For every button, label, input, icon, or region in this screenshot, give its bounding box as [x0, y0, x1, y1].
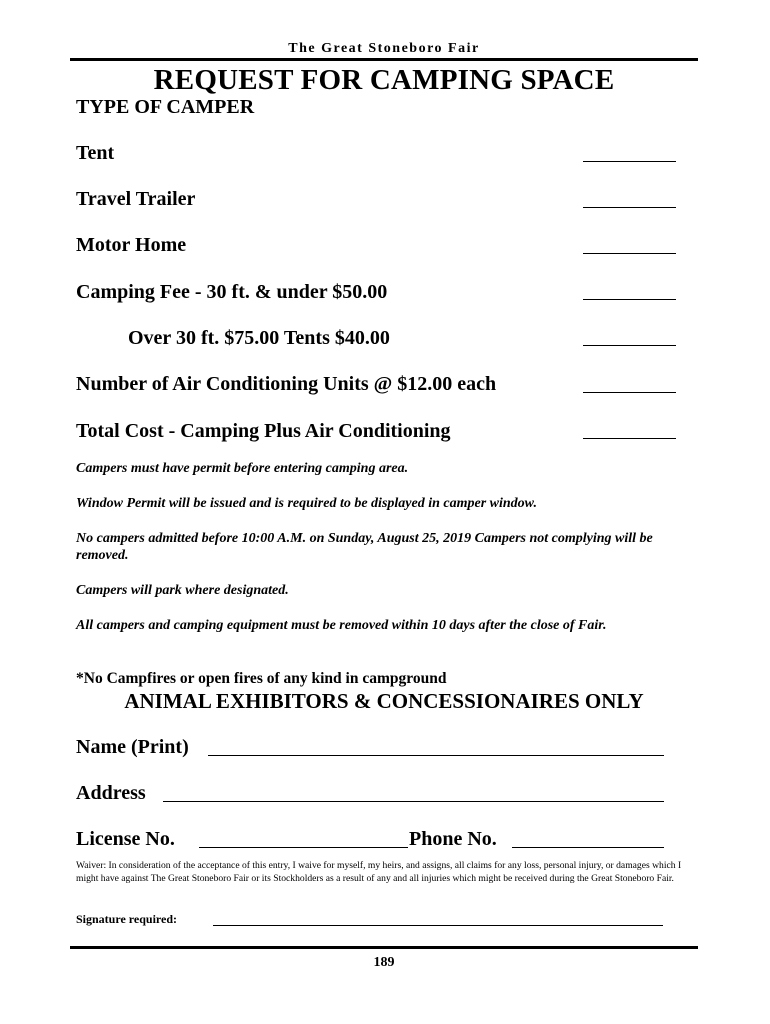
row-over-30ft-label: Over 30 ft. $75.00 Tents $40.00 [128, 327, 390, 349]
row-tent-blank[interactable] [583, 161, 676, 162]
bottom-rule [70, 946, 698, 949]
row-motor-home-label: Motor Home [76, 234, 187, 256]
name-field[interactable] [208, 755, 664, 756]
row-over-30ft-blank[interactable] [583, 345, 676, 346]
section-heading: ANIMAL EXHIBITORS & CONCESSIONAIRES ONLY [124, 689, 644, 713]
license-field[interactable] [199, 847, 408, 848]
signature-field[interactable] [213, 925, 663, 926]
row-travel-trailer-blank[interactable] [583, 207, 676, 208]
address-field[interactable] [163, 801, 664, 802]
phone-field[interactable] [512, 847, 664, 848]
row-motor-home-blank[interactable] [583, 253, 676, 254]
row-tent-label: Tent [76, 142, 115, 164]
name-label: Name (Print) [76, 736, 189, 758]
form-title: REQUEST FOR CAMPING SPACE [153, 64, 615, 96]
waiver-text: Waiver: In consideration of the acceptance of this entry, I waive for myself, my heirs, and assigns, all claims for any loss, personal injury, or damages which I might have against The Great Stoneboro Fair or its Stockholders as a result of any and all injuries which might be received during the Great Stoneboro Fair. [76, 860, 682, 884]
header-fair-name: The Great Stoneboro Fair [288, 41, 480, 56]
note-permit: Campers must have permit before entering camping area. [76, 461, 409, 476]
license-label: License No. [76, 828, 175, 850]
signature-label: Signature required: [76, 912, 178, 926]
row-camping-fee-label: Camping Fee - 30 ft. & under $50.00 [76, 281, 388, 303]
note-admission-time: No campers admitted before 10:00 A.M. on Sunday, August 25, 2019 Campers not complying will be removed. [76, 531, 653, 563]
note-window-permit: Window Permit will be issued and is required to be displayed in camper window. [76, 496, 537, 511]
row-camping-fee-blank[interactable] [583, 299, 676, 300]
type-of-camper-heading: TYPE OF CAMPER [76, 96, 255, 118]
row-total-cost-label: Total Cost - Camping Plus Air Conditioning [76, 420, 451, 442]
note-removal: All campers and camping equipment must be removed within 10 days after the close of Fair. [76, 618, 607, 633]
note-parking: Campers will park where designated. [76, 583, 289, 598]
campfire-notice: *No Campfires or open fires of any kind in campground [76, 670, 447, 687]
row-air-conditioning-label: Number of Air Conditioning Units @ $12.00 each [76, 373, 497, 395]
top-rule [70, 58, 698, 61]
address-label: Address [76, 782, 146, 804]
page-number: 189 [373, 955, 395, 970]
row-total-cost-blank[interactable] [583, 438, 676, 439]
row-travel-trailer-label: Travel Trailer [76, 188, 196, 210]
phone-label: Phone No. [409, 828, 497, 850]
row-air-conditioning-blank[interactable] [583, 392, 676, 393]
